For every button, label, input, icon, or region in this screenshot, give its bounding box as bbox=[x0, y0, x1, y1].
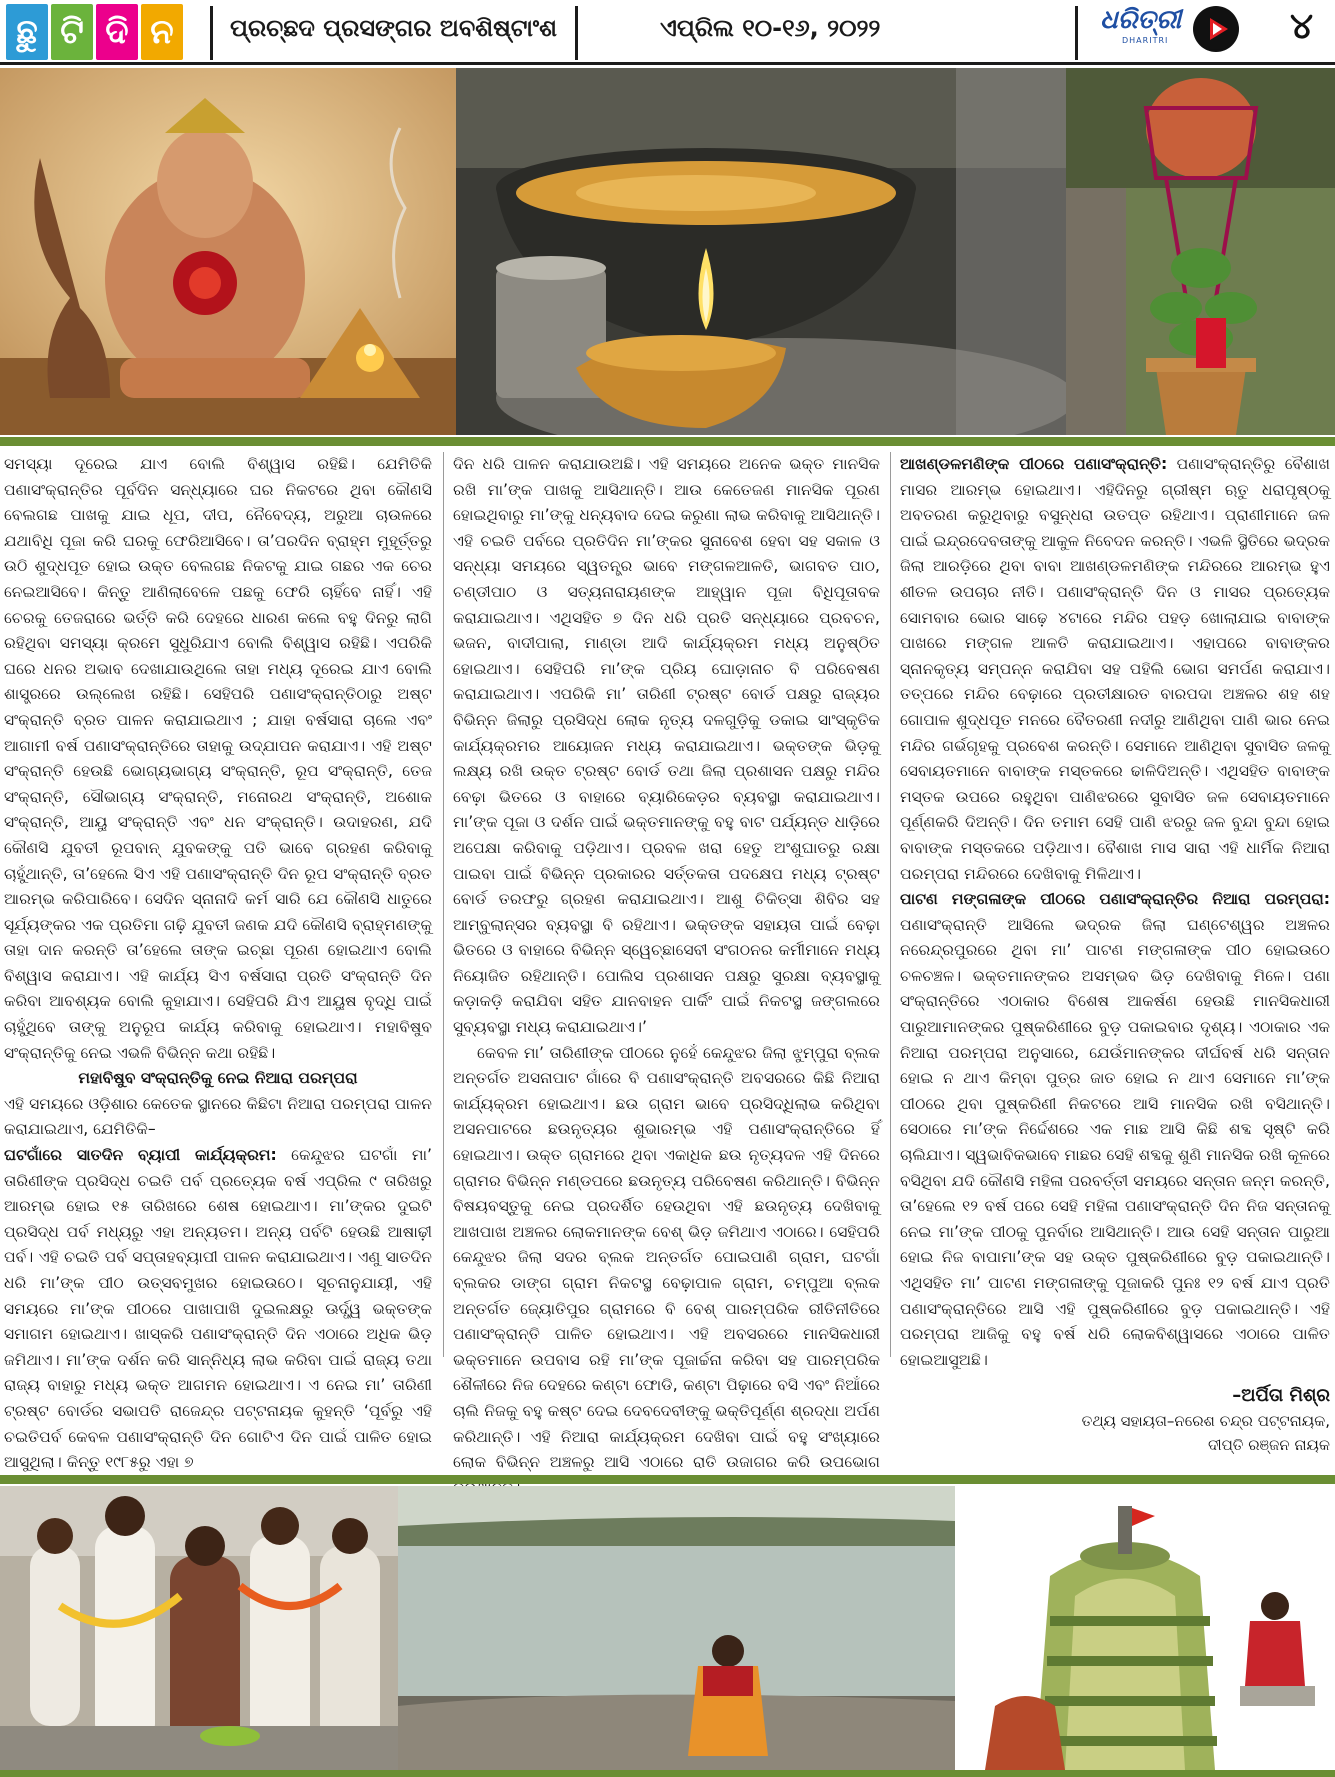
subheading: ମହାବିଷୁବ ସଂକ୍ରାନ୍ତିକୁ ନେଇ ନିଆରା ପରମ୍ପରା bbox=[78, 1069, 358, 1088]
top-green-bar bbox=[0, 437, 1335, 446]
logo-letter: ଟି bbox=[51, 4, 93, 60]
brand-logo bbox=[1100, 4, 1180, 48]
bottom-green-bar bbox=[0, 1475, 1335, 1484]
paragraph bbox=[4, 1143, 432, 1476]
credit-line: ଦୀପ୍ତି ରଞ୍ଜନ ନାୟକ bbox=[1208, 1435, 1330, 1454]
lead-heading: ପାଟଣ ମଙ୍ଗଳାଙ୍କ ପୀଠରେ ପଣାସଂକ୍ରାନ୍ତିର ନିଆରା ପରମ୍ପରା: bbox=[900, 890, 1330, 909]
header-rule bbox=[0, 62, 1335, 65]
author-byline: –ଅର୍ପିତା ମିଶ୍ର bbox=[1232, 1385, 1330, 1407]
pond-devotee-photo bbox=[398, 1486, 955, 1770]
lead-heading: ଆଖଣ୍ଡଳମଣିଙ୍କ ପୀଠରେ ପଣାସଂକ୍ରାନ୍ତି: bbox=[900, 455, 1168, 473]
logo-letter: ଛୁ bbox=[6, 4, 48, 60]
paragraph bbox=[900, 887, 1330, 1373]
devotees-ritual-photo bbox=[0, 1486, 398, 1770]
lead-heading: ଘଟଗାଁରେ ସାତଦିନ ବ୍ୟାପୀ କାର୍ଯ୍ୟକ୍ରମ: bbox=[4, 1146, 277, 1165]
lead-text: ପଣାସଂକ୍ରାନ୍ତି ଆସିଲେ ଭଦ୍ରକ ଜିଲା ଘଣ୍ଟେଶ୍ୱର ଅଞ୍ଚଳର ନରେନ୍ଦ୍ରପୁରରେ ଥିବା ମା’ ପାଟଣ ମଙ୍ଗଳାଙ୍କ ପୀଠ ହୋଇଉଠେ ଚଳଚଞ୍ଚଳ। ଭକ୍ତମାନଙ୍କର ଅସମ୍ଭବ ଭିଡ଼ ଦେଖିବାକୁ ମିଳେ। ପଣା ସଂକ୍ରାନ୍ତିରେ ଏଠାକାର ବିଶେଷ ଆକର୍ଷଣ ହେଉଛି ମାନସିକଧାରୀ ପାରୁଆମାନଙ୍କର ପୁଷ୍କରିଣୀରେ ବୁଡ଼ ପକାଇବାର ଦୃଶ୍ୟ। ଏଠାକାର ଏକ ନିଆରା ପରମ୍ପରା ଅନୁସାରେ, ଯେଉଁମାନଙ୍କର ଦୀର୍ଘବର୍ଷ ଧରି ସନ୍ତାନ ହୋଇ ନ ଥାଏ କିମ୍ବା ପୁତ୍ର ଜାତ ହୋଇ ନ ଥାଏ ସେମାନେ ମା’ଙ୍କ ପୀଠରେ ଥିବା ପୁଷ୍କରିଣୀ ନିକଟରେ ଆସି ମାନସିକ ରଖି ବସିଥାନ୍ତି। ସେଠାରେ ମା’ଙ୍କ ନିର୍ଦ୍ଦେଶରେ ଏକ ମାଛ ଆସି କିଛି ଶବ୍ଦ ସୃଷ୍ଟି କରି ଚାଲିଯାଏ। ସ୍ୱଭାବିକଭାବେ ମାଛର ସେହି ଶବ୍ଦକୁ ଶୁଣି ମାନସିକ ରଖି କୂଳରେ ବସିଥିବା ଯଦି କୌଣସି ମହିଳା ପରବର୍ତ୍ତୀ ସମୟରେ ସନ୍ତାନ ଜନ୍ମ କରନ୍ତି, ତା’ହେଲେ ୧୨ ବର୍ଷ ପରେ ସେହି ମହିଳା ପଣାସଂକ୍ରାନ୍ତି ଦିନ ନିଜ ସନ୍ତାନକୁ ନେଇ ମା’ଙ୍କ ପୀଠକୁ ପୁନର୍ବାର ଆସିଥାନ୍ତି। ଆଉ ସେହି ସନ୍ତାନ ପାରୁଆ ହୋଇ ନିଜ ବାପାମା’ଙ୍କ ସହ ଉକ୍ତ ପୁଷ୍କରିଣୀରେ ବୁଡ଼ ପକାଇଥାନ୍ତି। ଏଥିସହିତ ମା’ ପାଟଣ ମଙ୍ଗଳାଙ୍କୁ ପୂଜାକରି ପୁନଃ ୧୨ ବର୍ଷ ଯାଏ ପ୍ରତି ପଣାସଂକ୍ରାନ୍ତିରେ ଆସି ଏହି ପୁଷ୍କରିଣୀରେ ବୁଡ଼ ପକାଇଥାନ୍ତି। ଏହି ପରମ୍ପରା ଆଜିକୁ ବହୁ ବର୍ଷ ଧରି ଲୋକବିଶ୍ୱାସରେ ଏଠାରେ ପାଳିତ ହୋଇଆସୁଅଛି। bbox=[900, 915, 1330, 1369]
credit-line: ତଥ୍ୟ ସହାୟତା–ନରେଶ ଚନ୍ଦ୍ର ପଟ୍ଟନାୟକ, bbox=[1081, 1411, 1330, 1430]
section-logo bbox=[6, 4, 183, 60]
paragraph: କେବଳ ମା’ ତାରିଣୀଙ୍କ ପୀଠରେ ନୁହେଁ କେନ୍ଦୁଝର ଜିଲା ଝୁମ୍ପୁରା ବ୍ଲକ ଅନ୍ତର୍ଗତ ଅସନାପାଟ ଗାଁରେ ବି ପଣାସଂକ୍ରାନ୍ତି ଅବସରରେ କିଛି ନିଆରା କାର୍ଯ୍ୟକ୍ରମ ହୋଇଥାଏ। ଛଉ ଗ୍ରାମ ଭାବେ ପ୍ରସିଦ୍ଧିଲାଭ କରିଥିବା ଅସନପାଟରେ ଛଉନୃତ୍ୟର ଶୁଭାରମ୍ଭ ଏହି ପଣାସଂକ୍ରାନ୍ତିରେ ହିଁ ହୋଇଥାଏ। ଉକ୍ତ ଗ୍ରାମରେ ଥିବା ଏକାଧିକ ଛଉ ନୃତ୍ୟଦଳ ଏହି ଦିନରେ ଗ୍ରାମର ବିଭିନ୍ନ ମଣ୍ଡପରେ ଛଉନୃତ୍ୟ ପରିବେଷଣ କରିଥାନ୍ତି। ବିଭିନ୍ନ ବିଷୟବସ୍ତୁକୁ ନେଇ ପ୍ରଦର୍ଶିତ ହେଉଥିବା ଏହି ଛଉନୃତ୍ୟ ଦେଖିବାକୁ ଆଖପାଖ ଅଞ୍ଚଳର ଲୋକମାନଙ୍କ ବେଶ୍ ଭିଡ଼ ଜମିଥାଏ ଏଠାରେ। ସେହିପରି କେନ୍ଦୁଝର ଜିଲା ସଦର ବ୍ଲକ ଅନ୍ତର୍ଗତ ପୋଇପାଣି ଗ୍ରାମ, ଘଟଗାଁ ବ୍ଲକର ଡାଙ୍ଗ ଗ୍ରାମ ନିକଟସ୍ଥ ବେଢ଼ାପାଳ ଗ୍ରାମ, ଚମ୍ପୁଆ ବ୍ଲକ ଅନ୍ତର୍ଗତ ଜ୍ୟୋତିପୁର ଗ୍ରାମରେ ବି ବେଶ୍ ପାରମ୍ପରିକ ରୀତିନୀତିରେ ପଣାସଂକ୍ରାନ୍ତି ପାଳିତ ହୋଇଥାଏ। ଏହି ଅବସରରେ ମାନସିକଧାରୀ ଭକ୍ତମାନେ ଉପବାସ ରହି ମା’ଙ୍କ ପୂଜାର୍ଚ୍ଚନା କରିବା ସହ ପାରମ୍ପରିକ ଶୈଳୀରେ ନିଜ ଦେହରେ କଣ୍ଟା ଫୋଡି, କଣ୍ଟା ପିଢ଼ାରେ ବସି ଏବଂ ନିଆଁରେ ଚାଲି ନିଜକୁ ବହୁ କଷ୍ଟ ଦେଇ ଦେବଦେବୀଙ୍କୁ ଭକ୍ତିପୂର୍ଣ୍ଣ ଶ୍ରଦ୍ଧା ଅର୍ପଣ କରିଥାନ୍ତି। ଏହି ନିଆରା କାର୍ଯ୍ୟକ୍ରମ ଦେଖିବା ପାଇଁ ବହୁ ସଂଖ୍ୟାରେ ଲୋକ ବିଭିନ୍ନ ଅଞ୍ଚଳରୁ ଆସି ଏଠାରେ ରାତି ଉଜାଗର କରି ଉପଭୋଗ bbox=[453, 1043, 880, 1472]
brand-name: ଧରିତ୍ରୀ bbox=[1100, 5, 1182, 35]
temple-shikhara-photo bbox=[955, 1486, 1335, 1770]
issue-date: ଏପ୍ରିଲ ୧୦-୧୬, ୨୦୨୨ bbox=[660, 14, 881, 42]
article-column-2 bbox=[453, 452, 880, 1501]
column-divider bbox=[890, 452, 891, 1357]
header-divider bbox=[575, 6, 578, 60]
logo-letter: ଦି bbox=[96, 4, 138, 60]
paragraph bbox=[900, 452, 1330, 887]
lead-text: ପଣାସଂକ୍ରାନ୍ତିରୁ ବୈଶାଖ ମାସର ଆରମ୍ଭ ହୋଇଥାଏ। ଏହିଦିନରୁ ଗ୍ରୀଷ୍ମ ଋତୁ ଧରାପୃଷ୍ଠକୁ ଅବତରଣ କରୁଥିବାରୁ ବସୁନ୍ଧରା ଉତପ୍ତ ରହିଥାଏ। ପ୍ରାଣୀମାନେ ଜଳ ପାଇଁ ଇନ୍ଦ୍ରଦେବତାଙ୍କୁ ଆକୁଳ ନିବେଦନ କରନ୍ତି। ଏଭଳି ସ୍ଥିତିରେ ଭଦ୍ରକ ଜିଲା ଆରଡ଼ିରେ ଥିବା ବାବା ଆଖଣ୍ଡଳମଣିଙ୍କ ମନ୍ଦିରରେ ଆରମ୍ଭ ହୁଏ ଶୀତଳ ଉପଚାର ନୀତି। ପଣାସଂକ୍ରାନ୍ତି ଦିନ ଓ ମାସର ପ୍ରତ୍ୟେକ ସୋମବାର ଭୋର ସାଢ଼େ ୪ଟାରେ ମନ୍ଦିର ପହଡ଼ ଖୋଲାଯାଇ ବାବାଙ୍କ ପାଖରେ ମଙ୍ଗଳ ଆଳତି କରାଯାଇଥାଏ। ଏହାପରେ ବାବାଙ୍କର ସ୍ନାନକୃତ୍ୟ ସମ୍ପନ୍ନ କରାଯିବା ସହ ପହିଲି ଭୋଗ ସମର୍ପଣ କରାଯାଏ। ତତ୍ପରେ ମନ୍ଦିର ବେଢ଼ାରେ ପ୍ରତୀକ୍ଷାରତ ବାରପଦା ଅଞ୍ଚଳର ଶହ ଶହ ଗୋପାଳ ଶୁଦ୍ଧପୂତ ମନରେ ବୈତରଣୀ ନଦୀରୁ ଆଣିଥିବା ପାଣି ଭାର ନେଇ ମନ୍ଦିର ଗର୍ଭଗୃହକୁ ପ୍ରବେଶ କରନ୍ତି। ସେମାନେ ଆଣିଥିବା ସୁବାସିତ ଜଳକୁ ସେବାୟତମାନେ ବାବାଙ୍କ ମସ୍ତକରେ ଢାଳିଦିଅନ୍ତି। ଏଥିସହିତ ବାବାଙ୍କ ମସ୍ତକ ଉପରେ ରହୁଥିବା ପାଣିଝରରେ ସୁବାସିତ ଜଳ ସେବାୟତମାନେ ପୂର୍ଣ୍ଣକରି ଦିଅନ୍ତି। ଦିନ ତମାମ ସେହି ପାଣି ଝରରୁ ଜଳ ବୁନ୍ଦା ବୁନ୍ଦା ହୋଇ ବାବାଙ୍କ ମସ୍ତକରେ ପଡ଼ିଥାଏ। ବୈଶାଖ ମାସ ସାରା ଏହି ଧାର୍ମିକ ନିଆରା ପରମ୍ପରା ମନ୍ଦିରରେ ଦେଖିବାକୁ ମିଳିଥାଏ। bbox=[900, 455, 1330, 883]
paragraph: ଦିନ ଧରି ପାଳନ କରାଯାଉଅଛି। ଏହି ସମୟରେ ଅନେକ ଭକ୍ତ ମାନସିକ ରଖି ମା’ଙ୍କ ପାଖକୁ ଆସିଥାନ୍ତି। ଆଉ କେତେଜଣ ମାନସିକ ପୂରଣ ହୋଇଥିବାରୁ ମା’ଙ୍କୁ ଧନ୍ୟବାଦ ଦେଇ କରୁଣା ଲାଭ କରିବାକୁ ଆସିଥାନ୍ତି। ଏହି ଚଇତି ପର୍ବରେ ପ୍ରତିଦିନ ମା’ଙ୍କର ସୁନାବେଶ ହେବା ସହ ସକାଳ ଓ ସନ୍ଧ୍ୟା ସମୟରେ ସ୍ୱତନ୍ତ୍ର ଭାବେ ମଙ୍ଗଳଆଳତି, ଭାଗବତ ପାଠ, ଚଣ୍ଡୀପାଠ ଓ ସତ୍ୟନାରାୟଣଙ୍କ ଆହ୍ୱାନ ପୂଜା ବିଧିପୂତାବକ କରାଯାଇଥାଏ। ଏଥିସହିତ ୭ ଦିନ ଧରି ପ୍ରତି ସନ୍ଧ୍ୟାରେ ପ୍ରବଚନ, ଭଜନ, ବାଦୀପାଲା, ମାଣ୍ଡା ଆଦି କାର୍ଯ୍ୟକ୍ରମ ମଧ୍ୟ ଅନୁଷ୍ଠିତ ହୋଇଥାଏ। ସେହିପରି ମା’ଙ୍କ ପ୍ରିୟ ଘୋଡ଼ାନାଚ ବି ପରିବେଷଣ କରାଯାଇଥାଏ। ଏପରିକି ମା’ ତାରିଣୀ ଟ୍ରଷ୍ଟ ବୋର୍ଡ ପକ୍ଷରୁ ରାଜ୍ୟର ବିଭିନ୍ନ ଜିଲାରୁ ପ୍ରସିଦ୍ଧ ଲୋକ ନୃତ୍ୟ ଦଳଗୁଡ଼ିକୁ ଡକାଇ ସାଂସ୍କୃତିକ କାର୍ଯ୍ୟକ୍ରମର ଆୟୋଜନ ମଧ୍ୟ କରାଯାଇଥାଏ। ଭକ୍ତଙ୍କ ଭିଡ଼କୁ ଲକ୍ଷ୍ୟ ରଖି ଉକ୍ତ ଟ୍ରଷ୍ଟ ବୋର୍ଡ ତଥା ଜିଲା ପ୍ରଶାସନ ପକ୍ଷରୁ ମନ୍ଦିର ବେଢ଼ା ଭିତରେ ଓ ବାହାରେ ବ୍ୟାରିକେଡ଼ର ବ୍ୟବସ୍ଥା କରାଯାଇଥାଏ। ମା’ଙ୍କ ପୂଜା ଓ ଦର୍ଶନ ପାଇଁ ଭକ୍ତମାନଙ୍କୁ ବହୁ ବାଟ ପର୍ଯ୍ୟନ୍ତ ଧାଡ଼ିରେ ଅପେକ୍ଷା କରିବାକୁ ପଡ଼ିଥାଏ। ପ୍ରବଳ ଖରା ହେତୁ ଅଂଶୁଘାତରୁ ରକ୍ଷା ପାଇବା ପାଇଁ ବିଭିନ୍ନ ପ୍ରକାରର ସର୍ତ୍ତକତା ପଦକ୍ଷେପ ମଧ୍ୟ ଟ୍ରଷ୍ଟ ବୋର୍ଡ ତରଫରୁ ଗ୍ରହଣ କରାଯାଇଥାଏ। ଆଶୁ ଚିକିତ୍ସା ଶିବିର ସହ ଆମ୍ବୁଲାନ୍ସର ବ୍ୟବସ୍ଥା ବି ରହିଥାଏ। ଭକ୍ତଙ୍କ ସହାୟତା ପାଇଁ ବେଢ଼ା ଭିତରେ ଓ ବାହାରେ ବିଭିନ୍ନ ସ୍ୱେଚ୍ଛାସେବୀ ସଂଗଠନର କର୍ମୀମାନେ ମଧ୍ୟ ନିୟୋଜିତ ରହିଥାନ୍ତି। ପୋଲିସ ପ୍ରଶାସନ ପକ୍ଷରୁ ସୁରକ୍ଷା ବ୍ୟବସ୍ଥାକୁ କଡ଼ାକଡ଼ି କରାଯିବା ସହିତ ଯାନବାହନ ପାର୍କିଂ ପାଇଁ ନିକଟସ୍ଥ ଜଙ୍ଗଲରେ ସୁବ୍ୟବସ୍ଥା ମଧ୍ୟ କରାଯାଇଥାଏ।’ bbox=[453, 455, 880, 1037]
hanuman-idol-photo bbox=[0, 68, 456, 435]
header-divider bbox=[1075, 6, 1078, 60]
paragraph: ସମସ୍ୟା ଦୂରେଇ ଯାଏ ବୋଲି ବିଶ୍ୱାସ ରହିଛି। ଯେମିତିକି ପଣାସଂକ୍ରାନ୍ତିର ପୂର୍ବଦିନ ସନ୍ଧ୍ୟାରେ ଘର ନିକଟରେ ଥିବା କୌଣସି ବେଲଗଛ ପାଖକୁ ଯାଇ ଧୂପ, ଦୀପ, ନୈବେଦ୍ୟ, ଅରୁଆ ଚାଉଳରେ ଯଥାବିଧି ପୂଜା କରି ଘରକୁ ଫେରିଆସିବେ। ତା’ପରଦିନ ବ୍ରାହ୍ମ ମୁହୂର୍ତ୍ତରୁ ଉଠି ଶୁଦ୍ଧପୂତ ହୋଇ ଉକ୍ତ ବେଲଗଛ ନିକଟକୁ ଯାଇ ଗଛର ଏକ ଚେର ନେଇଆସିବେ। କିନ୍ତୁ ଆଣିଲାବେଳେ ପଛକୁ ଫେରି ଚାହିଁବେ ନାହିଁ। ଏହି ଚେରକୁ ତେଜରାରେ ଭର୍ତ୍ତି କରି ଦେହରେ ଧାରଣ କଲେ ବହୁ ଦିନରୁ ଲାଗି ରହିଥିବା ସମସ୍ୟା କ୍ରମେ ସୁଧୁରିଯାଏ ବୋଲି ବିଶ୍ୱାସ ରହିଛି। ଏପରିକି ଘରେ ଧନର ଅଭାବ ଦେଖାଯାଉଥିଲେ ତାହା ମଧ୍ୟ ଦୂରେଇ ଯାଏ ବୋଲି ଶାସ୍ତ୍ରରେ ଉଲ୍ଲେଖ ରହିଛି। ସେହିପରି ପଣାସଂକ୍ରାନ୍ତିଠାରୁ ଅଷ୍ଟ ସଂକ୍ରାନ୍ତି ବ୍ରତ ପାଳନ କରାଯାଇଥାଏ ; ଯାହା ବର୍ଷସାରା ଚାଲେ ଏବଂ ଆଗାମୀ ବର୍ଷ ପଣାସଂକ୍ରାନ୍ତିରେ ତାହାକୁ ଉଦ୍‌ଯାପନ କରାଯାଏ। ଏହି ଅଷ୍ଟ ସଂକ୍ରାନ୍ତି ହେଉଛି ଭୋଗ୍ୟଭାଗ୍ୟ ସଂକ୍ରାନ୍ତି, ରୂପ ସଂକ୍ରାନ୍ତି, ତେଜ ସଂକ୍ରାନ୍ତି, ସୌଭାଗ୍ୟ ସଂକ୍ରାନ୍ତି, ମନୋରଥ ସଂକ୍ରାନ୍ତି, ଅଶୋକ ସଂକ୍ରାନ୍ତି, ଆୟୁ ସଂକ୍ରାନ୍ତି ଏବଂ ଧନ ସଂକ୍ରାନ୍ତି। ଉଦାହରଣ, ଯଦି କୌଣସି ଯୁବତୀ ରୂପବାନ୍ ଯୁବକଙ୍କୁ ପତି ଭାବେ ଗ୍ରହଣ କରିବାକୁ ଚାହୁଁଥାନ୍ତି, ତା’ହେଲେ ସିଏ ଏହି ପଣାସଂକ୍ରାନ୍ତି ଦିନ ରୂପ ସଂକ୍ରାନ୍ତି ବ୍ରତ ଆରମ୍ଭ କରିପାରିବେ। ସେଦିନ ସ୍ନାନାଦି କର୍ମ ସାରି ଯେ କୌଣସି ଧାତୁରେ ସୂର୍ଯ୍ୟଙ୍କର ଏକ ପ୍ରତିମା ଗଢ଼ି ଯୁବତୀ ଜଣକ ଯଦି କୌଣସି ବ୍ରାହ୍ମଣଙ୍କୁ ତାହା ଦାନ କରନ୍ତି ତା’ହେଲେ ତାଙ୍କ ଇଚ୍ଛା ପୂରଣ ହୋଇଥାଏ ବୋଲି ବିଶ୍ୱାସ କରାଯାଏ। ଏହି କାର୍ଯ୍ୟ ସିଏ ବର୍ଷସାରା ପ୍ରତି ସଂକ୍ରାନ୍ତି ଦିନ କରିବା ଆବଶ୍ୟକ ବୋଲି କୁହାଯାଏ। ସେହିପରି ଯିଏ ଆୟୁଷ ବୃଦ୍ଧି ପାଇଁ ଚାହୁଁଥିବେ ତାଙ୍କୁ ଅନୁରୂପ କାର୍ଯ୍ୟ କରିବାକୁ ହୋଇଥାଏ। ମହାବିଷୁବ ସଂକ୍ରାନ୍ତିକୁ ନେଇ ଏଭଳି ବିଭିନ୍ନ କଥା ରହିଛି। bbox=[4, 455, 432, 1062]
article-column-1 bbox=[4, 452, 432, 1476]
brand-sub: DHARITRI bbox=[1122, 36, 1169, 45]
page-header bbox=[0, 0, 1335, 66]
column-divider bbox=[443, 452, 444, 1357]
section-title: ପ୍ରଚ୍ଛଦ ପ୍ରସଙ୍ଗର ଅବଶିଷ୍ଟାଂଶ bbox=[230, 14, 557, 42]
paragraph: ଏହି ସମୟରେ ଓଡ଼ିଶାର କେତେକ ସ୍ଥାନରେ କିଛିଟା ନିଆରା ପରମ୍ପରା ପାଳନ କରାଯାଇଥାଏ, ଯେମିତିକି– bbox=[4, 1094, 432, 1139]
play-icon[interactable] bbox=[1193, 6, 1239, 52]
header-divider bbox=[210, 6, 213, 60]
page-number: ୪ bbox=[1290, 6, 1314, 47]
basil-pot-photo bbox=[1066, 68, 1335, 435]
article-column-3 bbox=[900, 452, 1330, 1457]
page-bottom-rule bbox=[0, 1770, 1335, 1777]
lead-text: କେନ୍ଦୁଝର ଘଟଗାଁ ମା’ ତାରିଣୀଙ୍କ ପ୍ରସିଦ୍ଧ ଚଇତି ପର୍ବ ପ୍ରତ୍ୟେକ ବର୍ଷ ଏପ୍ରିଲ ୯ ତାରିଖରୁ ଆରମ୍ଭ ହୋଇ ୧୫ ତାରିଖରେ ଶେଷ ହୋଇଥାଏ। ମା’ଙ୍କର ଦୁଇଟି ପ୍ରସିଦ୍ଧ ପର୍ବ ମଧ୍ୟରୁ ଏହା ଅନ୍ୟତମ। ଅନ୍ୟ ପର୍ବଟି ହେଉଛି ଆଷାଢ଼ୀ ପର୍ବ। ଏହି ଚଇତି ପର୍ବ ସପ୍ତାହବ୍ୟାପୀ ପାଳନ କରାଯାଇଥାଏ। ଏଣୁ ସାତଦିନ ଧରି ମା’ଙ୍କ ପୀଠ ଉତ୍ସବମୁଖର ହୋଇଉଠେ। ସୂଚନାନୁଯାୟୀ, ଏହି ସମୟରେ ମା’ଙ୍କ ପୀଠରେ ପାଖାପାଖି ଦୁଇଲକ୍ଷରୁ ଊର୍ଦ୍ଧ୍ୱ ଭକ୍ତଙ୍କ ସମାଗମ ହୋଇଥାଏ। ଖାସ୍‌କରି ପଣାସଂକ୍ରାନ୍ତି ଦିନ ଏଠାରେ ଅଧିକ ଭିଡ଼ ଜମିଥାଏ। ମା’ଙ୍କ ଦର୍ଶନ କରି ସାନ୍ନିଧ୍ୟ ଲାଭ କରିବା ପାଇଁ ରାଜ୍ୟ ତଥା ରାଜ୍ୟ ବାହାରୁ ମଧ୍ୟ ଭକ୍ତ ଆଗମନ ହୋଇଥାଏ। ଏ ନେଇ ମା’ ତାରିଣୀ ଟ୍ରଷ୍ଟ ବୋର୍ଡର ସଭାପତି ରାଜେନ୍ଦ୍ର ପଟ୍ଟନାୟକ କୁହନ୍ତି ‘ପୂର୍ବରୁ ଏହି ଚଇତିପର୍ବ କେବଳ ପଣାସଂକ୍ରାନ୍ତି ଦିନ ଗୋଟିଏ ଦିନ ପାଇଁ ପାଳିତ ହୋଇ ଆସୁଥିଲା। କିନ୍ତୁ ୧୯୮୫ରୁ ଏହା ୭ bbox=[4, 1146, 432, 1472]
logo-letter: ନ bbox=[141, 4, 183, 60]
pana-drink-bowl-lamp-photo bbox=[456, 68, 1066, 435]
